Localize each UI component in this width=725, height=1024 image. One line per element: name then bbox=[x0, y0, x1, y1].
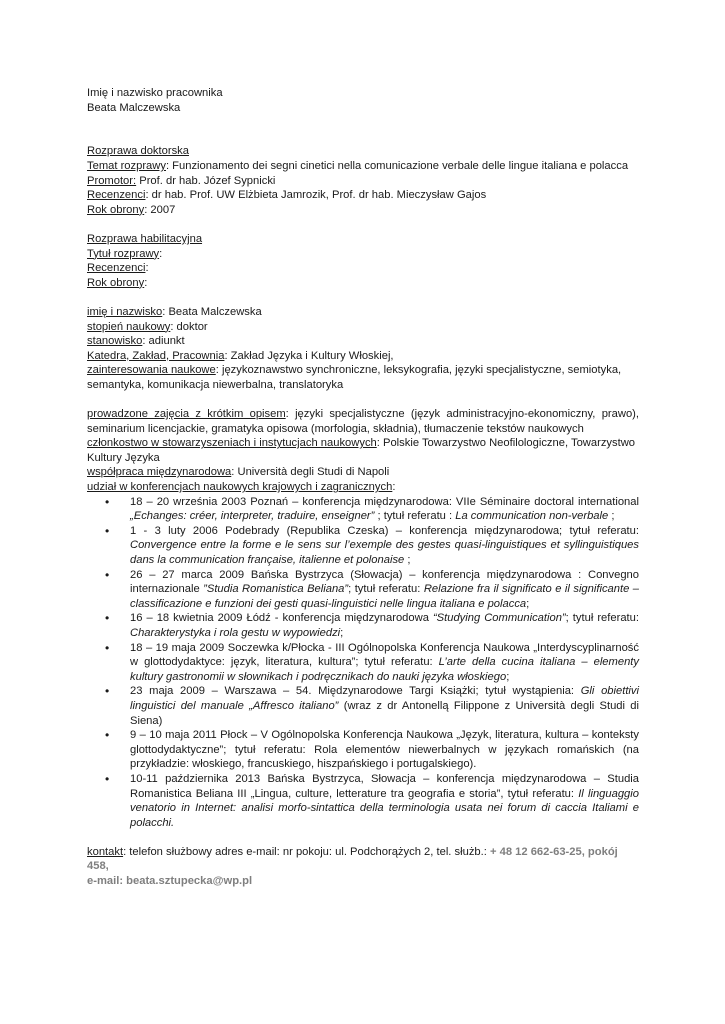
employee-name: Beata Malczewska bbox=[87, 101, 181, 114]
courses-label: prowadzone zajęcia z krótkim opisem bbox=[87, 408, 286, 421]
habilitation-year bbox=[87, 276, 639, 291]
cooperation bbox=[87, 465, 639, 480]
doctoral-promoter-value: Prof. dr hab. Józef Sypnicki bbox=[136, 174, 276, 187]
profile-name-label: imię i nazwisko bbox=[87, 305, 163, 318]
doctoral-year bbox=[87, 203, 639, 218]
doctoral-heading: Rozprawa doktorska bbox=[87, 145, 189, 158]
cooperation-label: współpraca międzynarodowa bbox=[87, 466, 232, 479]
profile-unit bbox=[87, 349, 639, 364]
cv-document bbox=[87, 86, 639, 889]
habilitation-reviewers-label: Recenzenci bbox=[87, 262, 146, 275]
membership-label: członkostwo w stowarzyszeniach i instytucjach naukowych bbox=[87, 437, 377, 450]
doctoral-reviewers-value: : dr hab. Prof. UW Elżbieta Jamrozik, Prof. dr hab. Mieczysław Gajos bbox=[145, 189, 487, 202]
contact-email: e-mail: beata.sztupecka@wp.pl bbox=[87, 875, 253, 888]
conferences-label: udział w konferencjach naukowych krajowych i zagranicznych bbox=[87, 481, 393, 494]
membership bbox=[87, 436, 639, 465]
conference-item: • 9 – 10 maja 2011 Płock – V Ogólnopolska Konferencja Naukowa „Język, literatura, kultura – konteksty glottodydaktyczne”; tytuł referatu: Rola elementów niewerbalnych w językach romańskich (na przykładzie: włoskiego, francuskiego, hiszpańskiego i portugalskiego). bbox=[130, 728, 639, 772]
employee-label: Imię i nazwisko pracownika bbox=[87, 87, 223, 99]
profile-degree bbox=[87, 320, 639, 335]
doctoral-reviewers bbox=[87, 188, 639, 203]
habilitation-year-value: : bbox=[144, 276, 148, 289]
profile-interests bbox=[87, 363, 639, 392]
contact-label: kontakt bbox=[87, 845, 124, 858]
habilitation-reviewers-value: : bbox=[145, 262, 149, 275]
doctoral-reviewers-label: Recenzenci bbox=[87, 189, 146, 202]
profile-degree-label: stopień naukowy bbox=[87, 320, 171, 333]
courses bbox=[87, 407, 639, 436]
conference-item: • 23 maja 2009 – Warszawa – 54. Międzynarodowe Targi Książki; tytuł wystąpienia: Gli obiettivi linguistici del manuale „Affresco italiano” (wraz z dr Antonellą Filippone z Università degli Studi di Siena) bbox=[130, 684, 639, 728]
profile-name-value: : Beata Malczewska bbox=[162, 305, 262, 318]
conferences-colon: : bbox=[392, 481, 396, 494]
cooperation-value: : Università degli Studi di Napoli bbox=[231, 466, 390, 479]
conference-item: • 16 – 18 kwietnia 2009 Łódź - konferencja międzynarodowa “Studying Communication”; tytuł referatu: Charakterystyka i rola gestu w wypowiedzi; bbox=[130, 611, 639, 640]
habilitation-heading: Rozprawa habilitacyjna bbox=[87, 232, 203, 245]
habilitation-reviewers bbox=[87, 261, 639, 276]
profile-interests-value: : językoznawstwo synchroniczne, leksykografia, języki specjalistyczne, semiotyka, semantyka, komunikacja niewerbalna, translatoryka bbox=[87, 364, 622, 391]
habilitation-title-value: : bbox=[159, 247, 163, 260]
profile-position-label: stanowisko bbox=[87, 335, 143, 348]
courses-value: : języki specjalistyczne (język administracyjno-ekonomiczny, prawo), seminarium licencjackie, gramatyka opisowa (morfologia, składnia), tłumaczenie tekstów naukowych bbox=[87, 408, 639, 435]
habilitation-title-label: Tytuł rozprawy bbox=[87, 247, 160, 260]
doctoral-topic bbox=[87, 159, 639, 174]
doctoral-topic-label: Temat rozprawy bbox=[87, 159, 166, 172]
conferences-heading bbox=[87, 480, 639, 495]
profile-position bbox=[87, 334, 639, 349]
conference-item: • 18 – 19 maja 2009 Soczewka k/Płocka - III Ogólnopolska Konferencja Naukowa „Interdyscyplinarność w glottodydaktyce: język, literatura, kultura”; tytuł referatu: L’arte della cucina italiana – elementy kultury gastronomii w słownikach i podręcznikach do nauki języka włoskiego; bbox=[130, 641, 639, 685]
conference-item: • 18 – 20 września 2003 Poznań – konferencja międzynarodowa: VIIe Séminaire doctoral international „Echanges: créer, interpreter, traduire, enseigner” ; tytuł referatu : La communication non-verbale ; bbox=[130, 495, 639, 524]
conference-item: • 10-11 października 2013 Bańska Bystrzyca, Słowacja – konferencja międzynarodowa – Studia Romanistica Beliana III „Lingua, culture, letterature tra geografia e storia”, tytuł referatu: Il linguaggio venatorio in Internet: analisi morfo-sintattica della terminologia usata nei forum di caccia Italiami e polacchi. bbox=[130, 772, 639, 830]
conference-list bbox=[87, 495, 639, 831]
contact-email-line bbox=[87, 874, 639, 889]
doctoral-topic-value: : Funzionamento dei segni cinetici nella comunicazione verbale delle lingue italiana e polacca bbox=[165, 159, 629, 172]
conference-item: • 1 - 3 luty 2006 Podebrady (Republika Czeska) – konferencja międzynarodowa; tytuł referatu: Convergence entre la forme e le sens sur l’exemple des gestes quasi-linguistiques et syllinguistiques dans la communication française, italienne et polonaise ; bbox=[130, 524, 639, 568]
profile-name bbox=[87, 305, 639, 320]
doctoral-year-value: : 2007 bbox=[144, 203, 176, 216]
membership-value: : Polskie Towarzystwo Neofilologiczne, Towarzystwo Kultury Języka bbox=[87, 437, 636, 464]
contact-phone: + 48 12 662-63-25, pokój 458, bbox=[87, 845, 618, 873]
contact bbox=[87, 845, 639, 874]
conference-item: • 26 – 27 marca 2009 Bańska Bystrzyca (Słowacja) – konferencja międzynarodowa : Convegno internazionale ”Studia Romanistica Beliana”; tytuł referatu: Relazione fra il significato e il significante – classificazione e funzioni dei gesti quasi-linguistici nelle lingua italiana e polacca; bbox=[130, 568, 639, 612]
habilitation-year-label: Rok obrony bbox=[87, 276, 145, 289]
habilitation-title bbox=[87, 247, 639, 262]
doctoral-year-label: Rok obrony bbox=[87, 203, 145, 216]
doctoral-promoter-label: Promotor: bbox=[87, 174, 137, 187]
profile-position-value: : adiunkt bbox=[142, 335, 185, 348]
profile-unit-value: : Zakład Języka i Kultury Włoskiej, bbox=[224, 349, 394, 362]
doctoral-promoter bbox=[87, 174, 639, 189]
contact-value: : telefon służbowy adres e-mail: nr pokoju: ul. Podchorążych 2, tel. służb.: bbox=[123, 845, 490, 858]
profile-unit-label: Katedra, Zakład, Pracownia bbox=[87, 349, 225, 362]
profile-degree-value: : doktor bbox=[170, 320, 208, 333]
profile-interests-label: zainteresowania naukowe bbox=[87, 364, 216, 377]
